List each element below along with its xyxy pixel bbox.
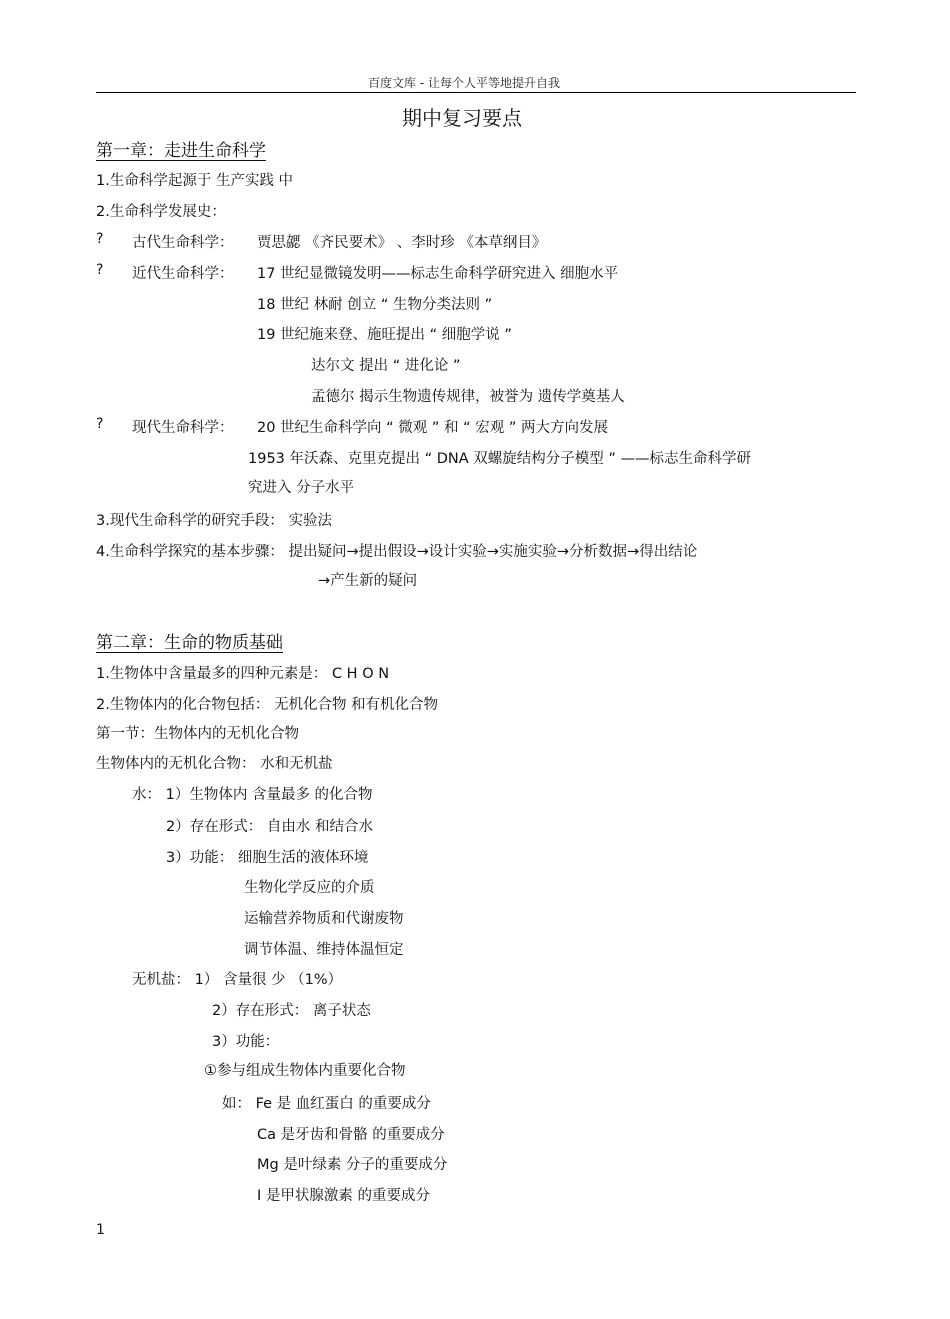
- page-title: 期中复习要点: [402, 106, 522, 130]
- salt-line2: 2）存在形式： 离子状态: [212, 1003, 371, 1019]
- section1-heading: 第一节：生物体内的无机化合物: [96, 726, 299, 742]
- ancient-bullet: ?: [96, 231, 104, 247]
- modern-early-item4: 达尔文 提出 “ 进化论 ”: [311, 358, 461, 374]
- water-line6: 调节体温、维持体温恒定: [244, 942, 404, 958]
- water-line5: 运输营养物质和代谢废物: [244, 911, 404, 927]
- salt-example4: I 是甲状腺激素 的重要成分: [257, 1188, 430, 1204]
- page-header-text: 百度文库 - 让每个人平等地提升自我: [368, 76, 560, 90]
- salt-example3: Mg 是叶绿素 分子的重要成分: [257, 1157, 448, 1173]
- water-line1: 水： 1）生物体内 含量最多 的化合物: [132, 787, 373, 803]
- modern-label: 现代生命科学：: [132, 420, 234, 436]
- salt-line4: ①参与组成生物体内重要化合物: [204, 1063, 406, 1079]
- chapter2-heading: 第二章：生命的物质基础: [96, 633, 283, 653]
- ancient-label: 古代生命科学：: [132, 235, 234, 251]
- modern-early-item5: 孟德尔 揭示生物遗传规律，被誉为 遗传学奠基人: [311, 389, 625, 405]
- modern-item3: 究进入 分子水平: [248, 480, 355, 496]
- modern-bullet: ?: [96, 416, 104, 432]
- chapter1-line4: 4.生命科学探究的基本步骤： 提出疑问→提出假设→设计实验→实施实验→分析数据→得出结论: [96, 544, 698, 560]
- chapter1-heading: 第一章：走进生命科学: [96, 141, 266, 161]
- modern-early-label: 近代生命科学：: [132, 266, 234, 282]
- chapter1-line4-cont: →产生新的疑问: [318, 573, 418, 589]
- modern-item1: 20 世纪生命科学向 “ 微观 ” 和 “ 宏观 ” 两大方向发展: [257, 420, 608, 436]
- page-number: 1: [96, 1222, 105, 1238]
- inorganic-line: 生物体内的无机化合物： 水和无机盐: [96, 756, 333, 772]
- chapter1-line3: 3.现代生命科学的研究手段： 实验法: [96, 513, 332, 529]
- chapter2-line1: 1.生物体中含量最多的四种元素是： C H O N: [96, 666, 390, 682]
- water-line2: 2）存在形式： 自由水 和结合水: [166, 819, 373, 835]
- salt-example2: Ca 是牙齿和骨骼 的重要成分: [257, 1127, 445, 1143]
- water-line3: 3）功能： 细胞生活的液体环境: [166, 850, 369, 866]
- modern-early-item1: 17 世纪显微镜发明——标志生命科学研究进入 细胞水平: [257, 266, 619, 282]
- modern-item2: 1953 年沃森、克里克提出 “ DNA 双螺旋结构分子模型 ” ——标志生命科学研: [248, 451, 752, 467]
- ancient-text: 贾思勰 《齐民要术》 、李时珍 《本草纲目》: [257, 235, 547, 251]
- modern-early-bullet: ?: [96, 262, 104, 278]
- chapter2-line2: 2.生物体内的化合物包括： 无机化合物 和有机化合物: [96, 697, 439, 713]
- modern-early-item2: 18 世纪 林耐 创立 “ 生物分类法则 ”: [257, 297, 493, 313]
- modern-early-item3: 19 世纪施来登、施旺提出 “ 细胞学说 ”: [257, 327, 512, 343]
- salt-line1: 无机盐： 1） 含量很 少 （1%）: [132, 972, 343, 988]
- header-rule: [96, 92, 856, 93]
- chapter1-line1: 1.生命科学起源于 生产实践 中: [96, 173, 294, 189]
- salt-example1: 如： Fe 是 血红蛋白 的重要成分: [222, 1096, 431, 1112]
- salt-line3: 3）功能：: [212, 1034, 280, 1050]
- water-line4: 生物化学反应的介质: [244, 880, 375, 896]
- chapter1-line2: 2.生命科学发展史：: [96, 204, 226, 220]
